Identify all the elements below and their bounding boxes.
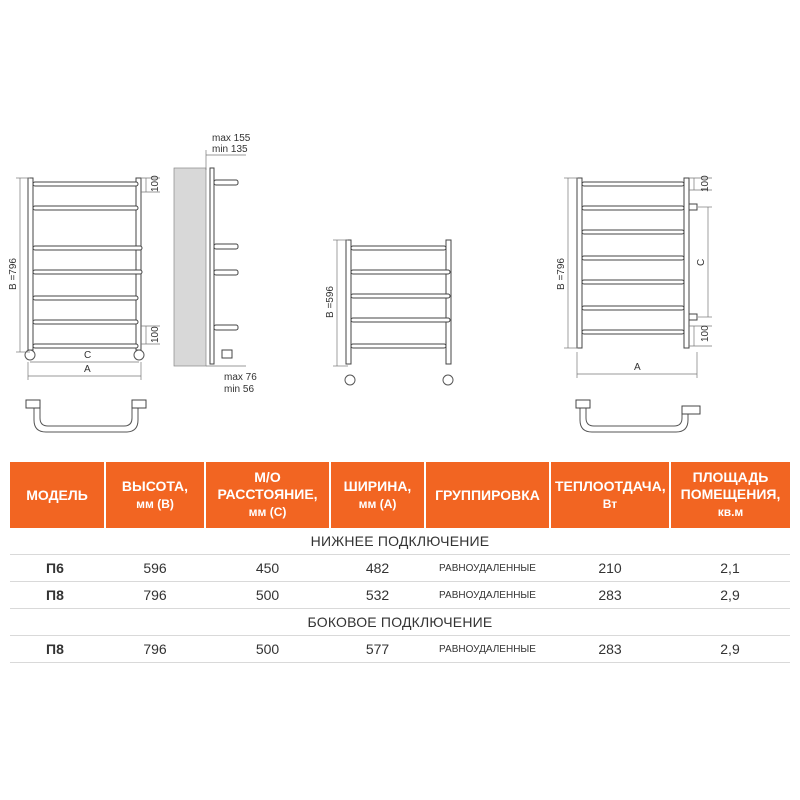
spec-table — [10, 462, 790, 663]
header-model: МОДЕЛЬ — [10, 462, 105, 528]
cell-height: 796 — [105, 582, 205, 609]
cell-group: РАВНОУДАЛЕННЫЕ — [425, 555, 550, 582]
cell-heat: 283 — [550, 636, 670, 663]
cell-height: 796 — [105, 636, 205, 663]
dim-top-label: 100 — [150, 175, 161, 192]
cell-area: 2,1 — [670, 555, 790, 582]
section-row-bottom — [10, 528, 790, 555]
header-distance: М/О РАССТОЯНИЕ, мм (С) — [205, 462, 330, 528]
section-title-bottom: НИЖНЕЕ ПОДКЛЮЧЕНИЕ — [10, 528, 790, 555]
c-label: C — [84, 350, 92, 361]
cell-model: П8 — [10, 636, 105, 663]
drawing-front-596 — [325, 240, 453, 385]
header-height: ВЫСОТА, мм (В) — [105, 462, 205, 528]
table-row — [10, 636, 790, 663]
table-row — [10, 555, 790, 582]
section-row-side — [10, 609, 790, 636]
table-row — [10, 582, 790, 609]
cell-area: 2,9 — [670, 636, 790, 663]
table-header-row — [10, 462, 790, 528]
cell-width: 577 — [330, 636, 425, 663]
dim-top-label-side: 100 — [700, 175, 711, 192]
a-label-side: A — [634, 362, 641, 373]
cell-model: П8 — [10, 582, 105, 609]
a-label: A — [84, 364, 91, 375]
header-heat-output: ТЕПЛООТДАЧА, Вт — [550, 462, 670, 528]
cell-heat: 283 — [550, 582, 670, 609]
header-width: ШИРИНА, мм (А) — [330, 462, 425, 528]
drawing-side — [174, 133, 257, 395]
cell-width: 532 — [330, 582, 425, 609]
cell-distance: 450 — [205, 555, 330, 582]
cell-group: РАВНОУДАЛЕННЫЕ — [425, 636, 550, 663]
height-label-596: B =596 — [325, 286, 336, 318]
min-top-label: min 135 — [212, 144, 248, 155]
cell-height: 596 — [105, 555, 205, 582]
cell-width: 482 — [330, 555, 425, 582]
cell-group: РАВНОУДАЛЕННЫЕ — [425, 582, 550, 609]
cell-area: 2,9 — [670, 582, 790, 609]
header-grouping: ГРУППИРОВКА — [425, 462, 550, 528]
drawing-side-connection-796 — [556, 175, 712, 432]
cell-model: П6 — [10, 555, 105, 582]
min-bottom-label: min 56 — [224, 384, 255, 395]
header-room-area: ПЛОЩАДЬ ПОМЕЩЕНИЯ, кв.м — [670, 462, 790, 528]
max-bottom-label: max 76 — [224, 372, 257, 383]
dim-bottom-label-side: 100 — [700, 325, 711, 342]
section-title-side: БОКОВОЕ ПОДКЛЮЧЕНИЕ — [10, 609, 790, 636]
c-label-side: C — [696, 258, 707, 266]
max-top-label: max 155 — [212, 133, 251, 144]
cell-heat: 210 — [550, 555, 670, 582]
height-label-side: B =796 — [556, 258, 567, 290]
drawing-front-796 — [8, 175, 161, 432]
cell-distance: 500 — [205, 582, 330, 609]
cell-distance: 500 — [205, 636, 330, 663]
height-label: B =796 — [8, 258, 19, 290]
dim-bottom-label: 100 — [150, 326, 161, 343]
